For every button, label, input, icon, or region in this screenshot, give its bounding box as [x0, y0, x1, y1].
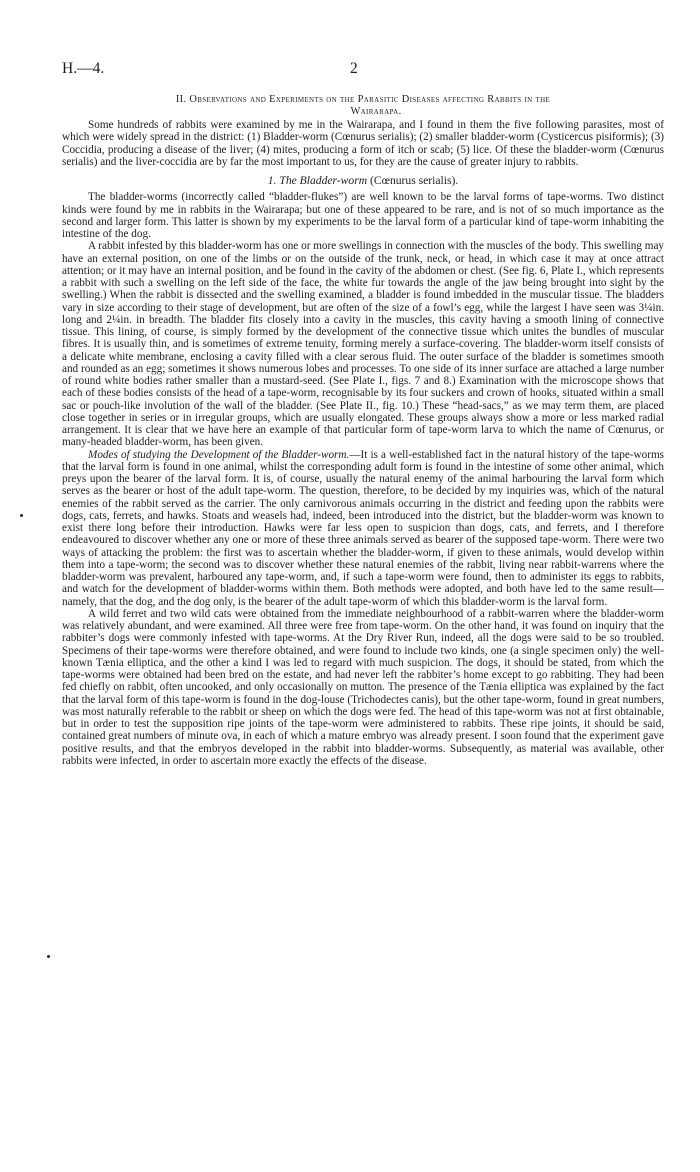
paragraph-ferret-and-cats: A wild ferret and two wild cats were obtained from the immediate neighbourhood of a rabbit-warren where the bladder-worm was relatively abundant, and were examined. All three were free from tape-worm. On the other hand, it was found on inquiry that the rabbiter’s dogs were commonly infested with tape-worms. At the Dry River Run, indeed, all the dogs were said to be so troubled. Specimens of their tape-worms were therefore obtained, and were found to include two kinds, one (a single specimen only) the well-known Tænia elliptica, and the other a kind I was led to regard with much suspicion. The dogs, it should be stated, from which the tape-worms were obtained had been bred on the estate, and had never left the rabbiter’s home except to go rabbiting. They had been fed chiefly on rabbit, often uncooked, and only occasionally on mutton. The presence of the Tænia elliptica was explained by the fact that the larval form of this tape-worm is found in the dog-louse (Trichodectes canis), but the other tape-worm, found in great numbers, was most naturally referable to the rabbit or sheep on which the dogs were fed. The head of this tape-worm was not at first obtainable, but in order to test the supposition ripe joints of the tape-worm were administered to rabbits. These ripe joints, it should be said, contained great numbers of minute ova, in each of which a mature embryo was already present. I soon found that the experiment gave positive results, and that the embryos developed in the rabbit into bladder-worms. Subsequently, as material was available, other rabbits were infected, in order to ascertain more exactly the effects of the disease. [62, 607, 664, 767]
modes-of-study-heading: Modes of studying the Development of the Bladder-worm. [88, 448, 350, 461]
modes-of-study-text: —It is a well-established fact in the natural history of the tape-worms that the larval form is found in one animal, whilst the corresponding adult form is found in the intestine of some other animal, which preys upon the bearer of the larval form. It is, of course, usually the natural enemy of the animal harbouring the larval form which serves as the bearer or host of the adult tape-worm. The question, therefore, to be decided by my inquiries was, which of the natural enemies of the rabbit served as the carrier. The only carnivorous animals occurring in the district and feeding upon the rabbits were dogs, cats, ferrets, and hawks. Stoats and weasels had, indeed, been introduced into the district, but the bladder-worm was known to exist there long before their introduction. Hawks were far less open to suspicion than dogs, cats, and ferrets, and I therefore endeavoured to discover whether any one or more of these three animals served as bearer of the supposed tape-worm. There were two ways of attacking the problem: the first was to ascertain whether the bladder-worm, if given to these animals, would develop within them into a tape-worm; the second was to discover whether these natural enemies of the rabbit, living near rabbit-warrens where the bladder-worm was prevalent, harboured any tape-worm, and, if such a tape-worm were found, then to administer its eggs to rabbits, and watch for the development of bladder-worms within them. Both methods were adopted, and both have led to the same result—namely, that the dog, and the dog only, is the bearer of the adult tape-worm of which this bladder-worm is the larval form. [62, 448, 664, 608]
document-reference: H.—4. [62, 60, 105, 77]
paragraph-infested-rabbit: A rabbit infested by this bladder-worm has one or more swellings in connection with the muscles of the body. This swelling may have an external position, on one of the limbs or on the outside of the trunk, neck, or head, in which case it may at once attract attention; or it may have an internal position, and be found in the cavity of the abdomen or chest. (See fig. 6, Plate I., which represents a rabbit with such a swelling on the left side of the face, the white fur towards the angle of the jaw being brought into sight by the swelling.) When the rabbit is dissected and the swelling examined, a bladder is found imbedded in the muscular tissue. The bladders vary in size according to their stage of development, but are often of the size of a fowl’s egg, while the largest I have seen was 3¼in. long and 2¼in. in breadth. The bladder fits closely into a cavity in the muscles, this cavity having a smooth lining of connective tissue. This lining, of course, is simply formed by the development of the connective tissue which unites the bundles of muscular fibres. It is usually thin, and is sometimes of extreme tenuity, forming merely a surface-covering. The bladder-worm itself consists of a delicate white membrane, enclosing a cavity filled with a clear serous fluid. The outer surface of the bladder is sometimes smooth and rounded as an egg; sometimes it shows numerous lobes and processes. To one side of its inner surface are attached a large number of round white bodies rather smaller than a mustard-seed. (See Plate I., figs. 7 and 8.) Examination with the microscope shows that each of these bodies consists of the head of a tape-worm, recognisable by its four suckers and crown of hooks, situated within a small sac or pouch-like involution of the wall of the bladder. (See Plate II., fig. 10.) These “head-sacs,” as we may term them, are placed close together in series or in irregular groups, which are usually elongated. These groups always show a more or less marked radial arrangement. It is clear that we have here an example of that particular form of tape-worm larva to which the name of Cœnurus, or many-headed bladder-worm, has been given. [62, 240, 664, 449]
subsection-title: The Bladder-worm [279, 174, 368, 187]
body-text [62, 119, 664, 767]
section-title-line-1: II. Observations and Experiments on the Parasitic Diseases affecting Rabbits in the [175, 94, 551, 105]
margin-speck [20, 514, 23, 517]
margin-speck [47, 955, 50, 958]
subsection-heading [62, 175, 664, 187]
subsection-latin-name: (Cœnurus serialis). [369, 174, 459, 187]
paragraph-modes-of-study [62, 449, 664, 608]
section-title-line-2: Wairarapa. [350, 106, 402, 117]
paragraph-bladder-worms: The bladder-worms (incorrectly called “bladder-flukes”) are well known to be the larval forms of tape-worms. Two distinct kinds were found by me in rabbits in the Wairarapa; but one of these appeared to be rare, and is not of so much importance as the second and larger form. This latter is shown by my experiments to be the larval form of a particular kind of tape-worm inhabiting the intestine of the dog. [62, 191, 664, 240]
page-number: 2 [350, 60, 358, 77]
subsection-number: 1. [267, 174, 277, 187]
intro-paragraph: Some hundreds of rabbits were examined by me in the Wairarapa, and I found in them the five following parasites, most of which were widely spread in the district: (1) Bladder-worm (Cœnurus serialis); (2) smaller bladder-worm (Cysticercus pisiformis); (3) Coccidia, producing a disease of the liver; (4) mites, producing a form of itch or scab; (5) lice. Of these the bladder-worm (Cœnurus serialis) and the liver-coccidia are by far the most important to us, for they are the cause of greater injury to rabbits. [62, 119, 664, 168]
section-title [62, 94, 664, 118]
page-header [62, 60, 656, 82]
